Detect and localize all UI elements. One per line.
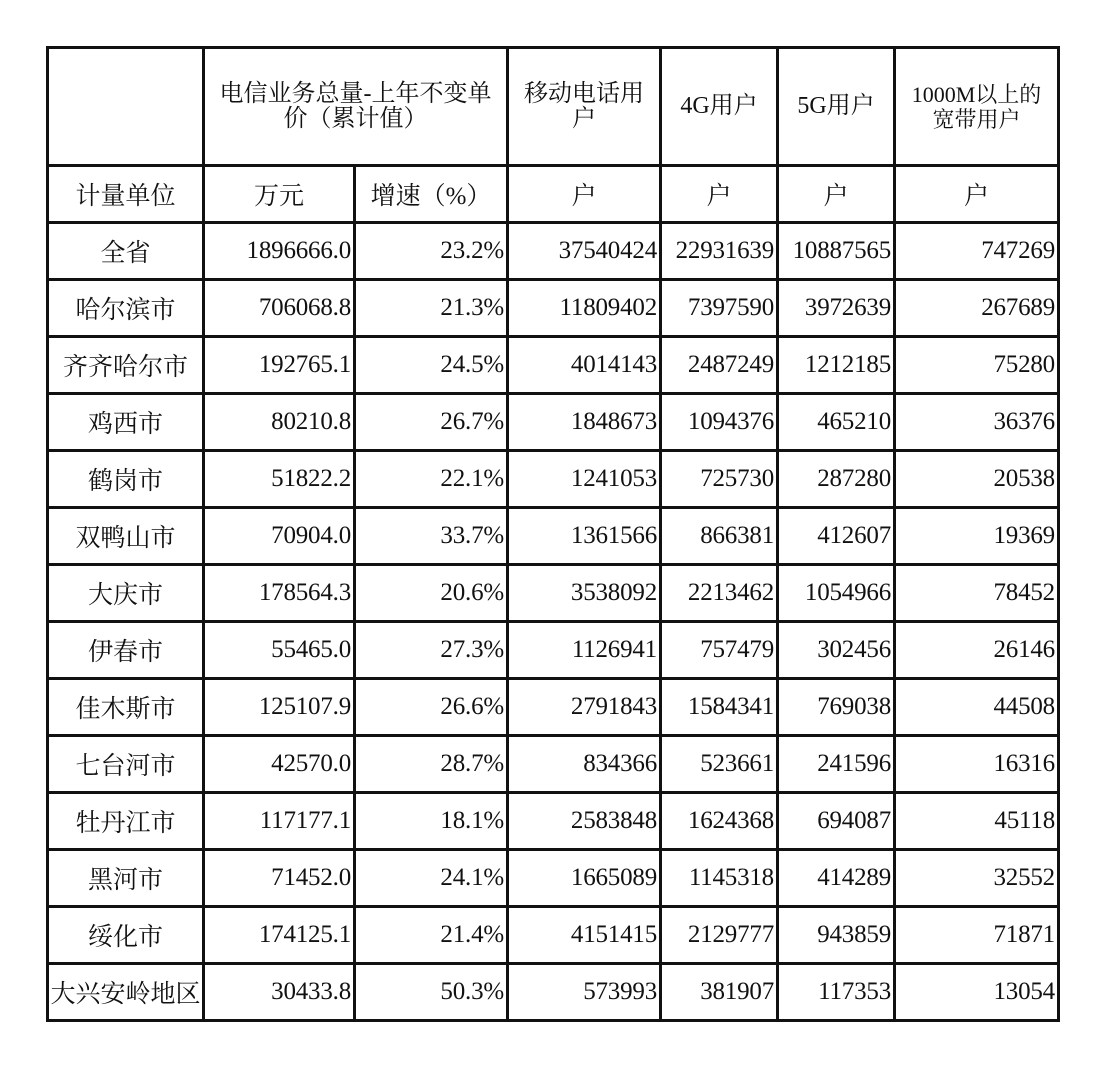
table-row <box>48 622 1059 679</box>
region-name: 七台河市 <box>48 736 204 793</box>
region-name: 绥化市 <box>48 907 204 964</box>
total-volume-cell: 30433.8 <box>204 964 355 1021</box>
table-row <box>48 223 1059 280</box>
total-volume-cell: 70904.0 <box>204 508 355 565</box>
5g-users-cell: 117353 <box>778 964 895 1021</box>
broadband-users-cell: 36376 <box>895 394 1059 451</box>
region-name: 双鸭山市 <box>48 508 204 565</box>
units-broadband: 户 <box>895 166 1059 223</box>
table-row <box>48 736 1059 793</box>
5g-users-cell: 10887565 <box>778 223 895 280</box>
mobile-users-cell: 1361566 <box>508 508 661 565</box>
region-name: 齐齐哈尔市 <box>48 337 204 394</box>
mobile-users-cell: 37540424 <box>508 223 661 280</box>
broadband-users-cell: 20538 <box>895 451 1059 508</box>
units-label: 计量单位 <box>48 166 204 223</box>
4g-users-cell: 381907 <box>661 964 778 1021</box>
5g-users-cell: 302456 <box>778 622 895 679</box>
total-volume-cell: 55465.0 <box>204 622 355 679</box>
5g-users-cell: 769038 <box>778 679 895 736</box>
4g-users-cell: 1624368 <box>661 793 778 850</box>
growth-cell: 23.2% <box>355 223 508 280</box>
4g-users-cell: 523661 <box>661 736 778 793</box>
telecom-stats-table <box>46 46 1060 1022</box>
data-rows <box>48 223 1059 1021</box>
broadband-users-cell: 747269 <box>895 223 1059 280</box>
table-row <box>48 280 1059 337</box>
total-volume-cell: 178564.3 <box>204 565 355 622</box>
units-growth: 增速（%） <box>355 166 508 223</box>
5g-users-cell: 414289 <box>778 850 895 907</box>
growth-cell: 21.3% <box>355 280 508 337</box>
total-volume-cell: 51822.2 <box>204 451 355 508</box>
5g-users-cell: 412607 <box>778 508 895 565</box>
broadband-users-cell: 19369 <box>895 508 1059 565</box>
mobile-users-cell: 11809402 <box>508 280 661 337</box>
region-name: 鸡西市 <box>48 394 204 451</box>
header-mobile: 移动电话用户 <box>508 48 661 166</box>
growth-cell: 21.4% <box>355 907 508 964</box>
broadband-users-cell: 44508 <box>895 679 1059 736</box>
growth-cell: 24.5% <box>355 337 508 394</box>
4g-users-cell: 2487249 <box>661 337 778 394</box>
total-volume-cell: 174125.1 <box>204 907 355 964</box>
region-name: 鹤岗市 <box>48 451 204 508</box>
region-name: 全省 <box>48 223 204 280</box>
mobile-users-cell: 573993 <box>508 964 661 1021</box>
header-5g: 5G用户 <box>778 48 895 166</box>
5g-users-cell: 241596 <box>778 736 895 793</box>
units-4g: 户 <box>661 166 778 223</box>
header-4g: 4G用户 <box>661 48 778 166</box>
table-row <box>48 907 1059 964</box>
growth-cell: 26.6% <box>355 679 508 736</box>
5g-users-cell: 3972639 <box>778 280 895 337</box>
broadband-users-cell: 45118 <box>895 793 1059 850</box>
broadband-users-cell: 32552 <box>895 850 1059 907</box>
5g-users-cell: 1212185 <box>778 337 895 394</box>
mobile-users-cell: 2791843 <box>508 679 661 736</box>
growth-cell: 26.7% <box>355 394 508 451</box>
table-row <box>48 565 1059 622</box>
broadband-users-cell: 16316 <box>895 736 1059 793</box>
table-row <box>48 964 1059 1021</box>
growth-cell: 24.1% <box>355 850 508 907</box>
header-broadband: 1000M以上的宽带用户 <box>895 48 1059 166</box>
4g-users-cell: 22931639 <box>661 223 778 280</box>
mobile-users-cell: 1848673 <box>508 394 661 451</box>
units-total-volume: 万元 <box>204 166 355 223</box>
4g-users-cell: 1094376 <box>661 394 778 451</box>
mobile-users-cell: 1665089 <box>508 850 661 907</box>
total-volume-cell: 117177.1 <box>204 793 355 850</box>
table-row <box>48 451 1059 508</box>
region-name: 伊春市 <box>48 622 204 679</box>
units-row <box>48 166 1059 223</box>
total-volume-cell: 1896666.0 <box>204 223 355 280</box>
5g-users-cell: 465210 <box>778 394 895 451</box>
mobile-users-cell: 4151415 <box>508 907 661 964</box>
4g-users-cell: 1584341 <box>661 679 778 736</box>
table-row <box>48 793 1059 850</box>
total-volume-cell: 125107.9 <box>204 679 355 736</box>
region-name: 哈尔滨市 <box>48 280 204 337</box>
4g-users-cell: 2129777 <box>661 907 778 964</box>
total-volume-cell: 80210.8 <box>204 394 355 451</box>
4g-users-cell: 866381 <box>661 508 778 565</box>
broadband-users-cell: 267689 <box>895 280 1059 337</box>
5g-users-cell: 943859 <box>778 907 895 964</box>
region-name: 牡丹江市 <box>48 793 204 850</box>
header-total-volume: 电信业务总量-上年不变单价（累计值） <box>204 48 508 166</box>
growth-cell: 50.3% <box>355 964 508 1021</box>
growth-cell: 28.7% <box>355 736 508 793</box>
region-name: 大兴安岭地区 <box>48 964 204 1021</box>
4g-users-cell: 725730 <box>661 451 778 508</box>
table-row <box>48 679 1059 736</box>
growth-cell: 22.1% <box>355 451 508 508</box>
broadband-users-cell: 26146 <box>895 622 1059 679</box>
5g-users-cell: 694087 <box>778 793 895 850</box>
4g-users-cell: 7397590 <box>661 280 778 337</box>
growth-cell: 20.6% <box>355 565 508 622</box>
header-row <box>48 48 1059 166</box>
mobile-users-cell: 1241053 <box>508 451 661 508</box>
mobile-users-cell: 1126941 <box>508 622 661 679</box>
header-corner-cell <box>48 48 204 166</box>
total-volume-cell: 71452.0 <box>204 850 355 907</box>
4g-users-cell: 1145318 <box>661 850 778 907</box>
table-row <box>48 508 1059 565</box>
table-row <box>48 394 1059 451</box>
broadband-users-cell: 13054 <box>895 964 1059 1021</box>
growth-cell: 33.7% <box>355 508 508 565</box>
5g-users-cell: 1054966 <box>778 565 895 622</box>
broadband-users-cell: 75280 <box>895 337 1059 394</box>
broadband-users-cell: 78452 <box>895 565 1059 622</box>
units-5g: 户 <box>778 166 895 223</box>
mobile-users-cell: 3538092 <box>508 565 661 622</box>
region-name: 黑河市 <box>48 850 204 907</box>
region-name: 佳木斯市 <box>48 679 204 736</box>
mobile-users-cell: 4014143 <box>508 337 661 394</box>
growth-cell: 27.3% <box>355 622 508 679</box>
units-mobile: 户 <box>508 166 661 223</box>
total-volume-cell: 42570.0 <box>204 736 355 793</box>
total-volume-cell: 192765.1 <box>204 337 355 394</box>
4g-users-cell: 2213462 <box>661 565 778 622</box>
table-row <box>48 850 1059 907</box>
growth-cell: 18.1% <box>355 793 508 850</box>
broadband-users-cell: 71871 <box>895 907 1059 964</box>
region-name: 大庆市 <box>48 565 204 622</box>
mobile-users-cell: 2583848 <box>508 793 661 850</box>
5g-users-cell: 287280 <box>778 451 895 508</box>
table-row <box>48 337 1059 394</box>
mobile-users-cell: 834366 <box>508 736 661 793</box>
4g-users-cell: 757479 <box>661 622 778 679</box>
total-volume-cell: 706068.8 <box>204 280 355 337</box>
